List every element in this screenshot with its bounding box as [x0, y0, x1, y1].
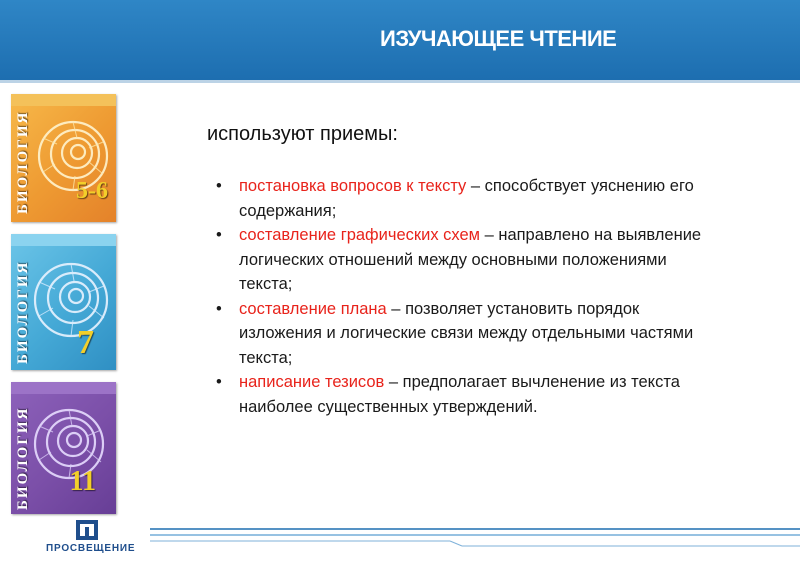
list-item — [216, 174, 716, 223]
item-text: – предполагает вычленение из текста наиболее существенных утверждений. — [239, 373, 680, 416]
item-term: постановка вопросов к тексту — [239, 177, 467, 195]
footer-decor-lines — [150, 526, 800, 550]
list-item — [216, 297, 716, 371]
book-title: БИОЛОГИЯ — [15, 110, 31, 214]
book-grade: 7 — [77, 324, 94, 361]
header-divider — [0, 80, 800, 83]
book-cover-5-6 — [11, 94, 116, 222]
list-item — [216, 370, 716, 419]
brand-name: ПРОСВЕЩЕНИЕ — [46, 543, 136, 554]
page-title: ИЗУЧАЮЩЕЕ ЧТЕНИЕ — [380, 26, 617, 51]
item-text: – способствует уяснению его содержания; — [239, 177, 694, 220]
techniques-list — [216, 174, 716, 419]
book-cover-11 — [11, 382, 116, 514]
book-cover-7 — [11, 234, 116, 370]
book-title: БИОЛОГИЯ — [15, 260, 31, 364]
item-text: – позволяет установить порядок изложения и логические связи между отдельными частями текста; — [239, 299, 694, 367]
book-grade: 5-6 — [76, 178, 108, 204]
item-term: написание тезисов — [239, 373, 385, 391]
item-term: составление графических схем — [239, 226, 480, 244]
book-title: БИОЛОГИЯ — [15, 406, 31, 510]
book-grade: 11 — [69, 466, 96, 497]
prosveshchenie-logo-icon — [76, 520, 98, 540]
item-text: – направлено на выявление логических отношений между основными положениями текста; — [239, 226, 702, 293]
intro-text: используют приемы: — [207, 123, 398, 145]
list-item — [216, 223, 716, 297]
item-term: составление плана — [239, 299, 387, 318]
